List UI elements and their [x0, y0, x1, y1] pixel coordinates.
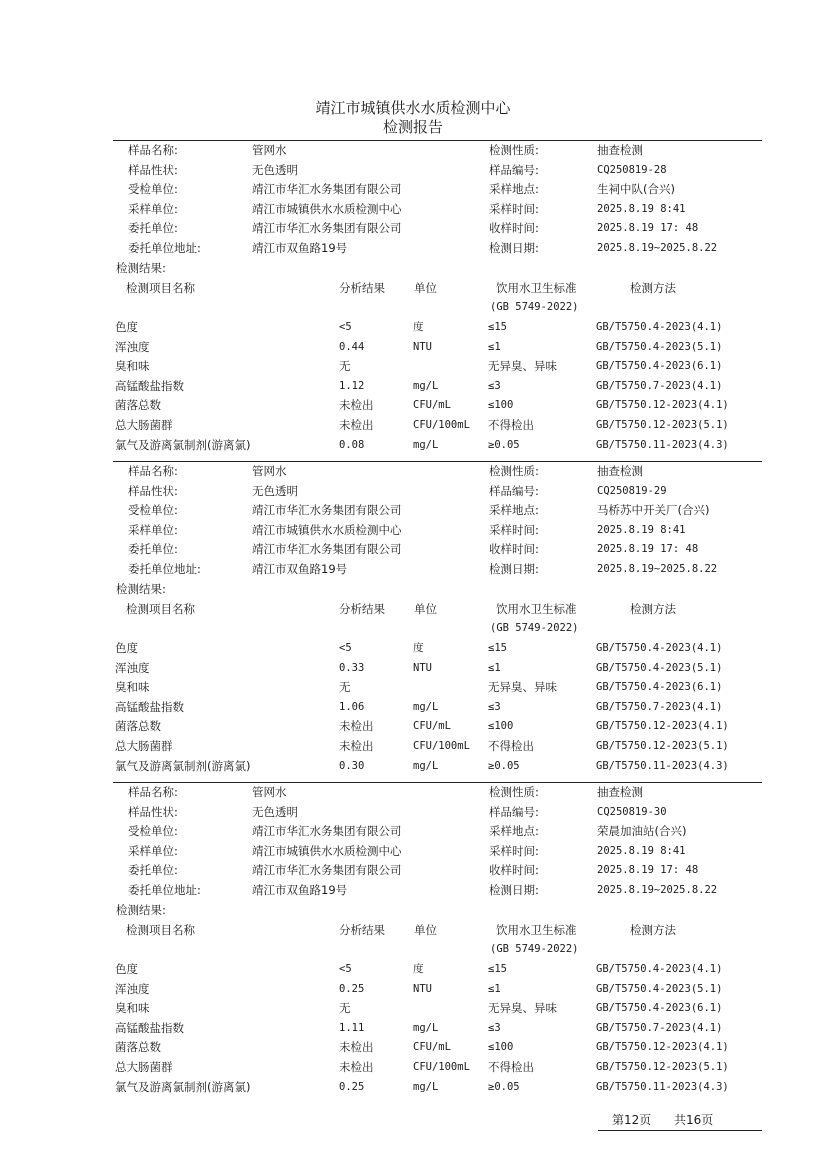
- col-method-header: 检测方法: [630, 281, 676, 295]
- value-receive-time: 2025.8.19 17: 48: [597, 543, 699, 556]
- label-sampling-time: 采样时间:: [489, 201, 539, 216]
- table-row-result: 0.25: [339, 982, 365, 995]
- value-name: 管网水: [252, 785, 287, 799]
- value-sampling-time: 2025.8.19 8:41: [597, 523, 686, 536]
- table-row-item: 氯气及游离氯制剂(游离氯): [115, 437, 251, 452]
- table-row-method: GB/T5750.12-2023(5.1): [596, 1061, 729, 1073]
- table-row-item: 臭和味: [115, 359, 150, 374]
- col-item-header: 检测项目名称: [126, 923, 195, 937]
- value-sample-no: CQ250819-30: [597, 805, 667, 818]
- table-row-method: GB/T5750.4-2023(6.1): [596, 360, 723, 373]
- table-row-method: GB/T5750.12-2023(4.1): [596, 1041, 729, 1054]
- value-sampling-site: 荣晨加油站(合兴): [597, 824, 687, 839]
- label-sample-appearance: 样品性状:: [128, 162, 178, 177]
- table-row-item: 臭和味: [115, 1001, 150, 1016]
- table-row-unit: mg/L: [413, 759, 439, 772]
- value-sample-no: CQ250819-29: [597, 484, 667, 497]
- table-row-item: 浑浊度: [115, 339, 150, 354]
- value-sampling-unit: 靖江市城镇供水水质检测中心: [252, 522, 402, 537]
- value-nature: 抽查检测: [597, 143, 643, 157]
- table-row-standard: ≤15: [488, 321, 507, 333]
- label-sampling-time: 采样时间:: [489, 522, 539, 537]
- table-row-standard: ≤3: [488, 700, 501, 713]
- section-rule: [113, 782, 762, 783]
- value-client-address: 靖江市双鱼路19号: [252, 241, 348, 255]
- table-row-unit: 度: [413, 321, 424, 333]
- label-nature: 检测性质:: [489, 785, 539, 799]
- table-row-unit: mg/L: [413, 1021, 439, 1034]
- table-row-standard: ≥0.05: [488, 759, 520, 772]
- table-row-method: GB/T5750.12-2023(5.1): [596, 419, 729, 431]
- table-row-result: 未检出: [339, 1060, 374, 1074]
- table-row-method: GB/T5750.11-2023(4.3): [596, 438, 729, 451]
- table-row-unit: mg/L: [413, 1080, 439, 1093]
- label-sample-name: 样品名称:: [128, 785, 178, 799]
- value-appearance: 无色透明: [252, 483, 298, 498]
- results-label: 检测结果:: [116, 261, 166, 275]
- value-test-date: 2025.8.19~2025.8.22: [597, 884, 718, 896]
- label-test-date: 检测日期:: [489, 883, 539, 897]
- label-sampling-site: 采样地点:: [489, 182, 539, 197]
- table-row-standard: ≤100: [488, 399, 514, 412]
- table-row-item: 色度: [115, 320, 138, 334]
- table-row-standard: ≥0.05: [488, 1080, 520, 1093]
- value-sampling-site: 生祠中队(合兴): [597, 182, 675, 197]
- label-sampling-unit: 采样单位:: [128, 522, 178, 537]
- sample-block: [0, 143, 826, 465]
- table-row-result: 无: [339, 680, 351, 695]
- label-nature: 检测性质:: [489, 464, 539, 478]
- label-sample-name: 样品名称:: [128, 464, 178, 478]
- value-inspected-unit: 靖江市华汇水务集团有限公司: [252, 503, 402, 518]
- table-row-result: 未检出: [339, 1040, 374, 1055]
- value-receive-time: 2025.8.19 17: 48: [597, 222, 699, 235]
- table-row-result: <5: [339, 963, 352, 975]
- label-sample-appearance: 样品性状:: [128, 804, 178, 819]
- table-row-unit: mg/L: [413, 700, 439, 713]
- label-receive-time: 收样时间:: [489, 542, 539, 557]
- col-standard-header: 饮用水卫生标准: [496, 923, 577, 937]
- value-name: 管网水: [252, 464, 287, 478]
- table-row-item: 氯气及游离氯制剂(游离氯): [115, 1079, 251, 1094]
- table-row-standard: ≤15: [488, 963, 507, 975]
- table-row-standard: ≤1: [488, 661, 501, 674]
- value-client-unit: 靖江市华汇水务集团有限公司: [252, 863, 402, 878]
- table-row-item: 高锰酸盐指数: [115, 378, 184, 393]
- table-row-standard: 不得检出: [488, 418, 534, 432]
- col-standard-code: (GB 5749-2022): [490, 301, 579, 313]
- label-sampling-unit: 采样单位:: [128, 201, 178, 216]
- value-name: 管网水: [252, 143, 287, 157]
- sample-block: [0, 464, 826, 786]
- table-row-unit: mg/L: [413, 438, 439, 451]
- table-row-result: 无: [339, 359, 351, 374]
- value-sampling-time: 2025.8.19 8:41: [597, 844, 686, 857]
- value-sampling-time: 2025.8.19 8:41: [597, 202, 686, 215]
- table-row-method: GB/T5750.12-2023(4.1): [596, 399, 729, 412]
- table-row-item: 菌落总数: [115, 398, 161, 413]
- table-row-item: 臭和味: [115, 680, 150, 695]
- table-row-method: GB/T5750.4-2023(5.1): [596, 661, 723, 674]
- table-row-standard: ≥0.05: [488, 438, 520, 451]
- col-item-header: 检测项目名称: [126, 281, 195, 295]
- col-unit-header: 单位: [414, 923, 437, 937]
- value-sample-no: CQ250819-28: [597, 163, 667, 176]
- table-row-unit: CFU/100mL: [413, 419, 470, 431]
- table-row-method: GB/T5750.4-2023(4.1): [596, 963, 723, 975]
- col-method-header: 检测方法: [630, 923, 676, 937]
- value-nature: 抽查检测: [597, 785, 643, 799]
- col-unit-header: 单位: [414, 281, 437, 295]
- label-client-address: 委托单位地址:: [128, 883, 201, 897]
- value-client-unit: 靖江市华汇水务集团有限公司: [252, 221, 402, 236]
- value-receive-time: 2025.8.19 17: 48: [597, 864, 699, 877]
- value-appearance: 无色透明: [252, 162, 298, 177]
- table-row-standard: 不得检出: [488, 1060, 534, 1074]
- label-inspected-unit: 受检单位:: [128, 824, 178, 839]
- table-row-standard: ≤100: [488, 720, 514, 733]
- top-rule: [113, 140, 762, 141]
- col-standard-code: (GB 5749-2022): [490, 622, 579, 634]
- table-row-result: 0.33: [339, 661, 365, 674]
- col-item-header: 检测项目名称: [126, 602, 195, 616]
- table-row-method: GB/T5750.4-2023(4.1): [596, 642, 723, 654]
- table-row-item: 氯气及游离氯制剂(游离氯): [115, 758, 251, 773]
- table-row-unit: mg/L: [413, 379, 439, 392]
- value-inspected-unit: 靖江市华汇水务集团有限公司: [252, 824, 402, 839]
- footer-rule: [598, 1130, 762, 1131]
- table-row-result: 未检出: [339, 398, 374, 413]
- table-row-result: <5: [339, 642, 352, 654]
- table-row-result: 0.25: [339, 1080, 365, 1093]
- label-sampling-site: 采样地点:: [489, 824, 539, 839]
- value-sampling-unit: 靖江市城镇供水水质检测中心: [252, 201, 402, 216]
- label-receive-time: 收样时间:: [489, 863, 539, 878]
- table-row-unit: NTU: [413, 661, 432, 674]
- table-row-standard: 无异臭、异味: [488, 680, 557, 695]
- table-row-result: 未检出: [339, 739, 374, 753]
- table-row-standard: ≤1: [488, 340, 501, 353]
- table-row-method: GB/T5750.11-2023(4.3): [596, 759, 729, 772]
- value-client-address: 靖江市双鱼路19号: [252, 562, 348, 576]
- label-test-date: 检测日期:: [489, 562, 539, 576]
- table-row-item: 高锰酸盐指数: [115, 699, 184, 714]
- col-standard-header: 饮用水卫生标准: [496, 281, 577, 295]
- table-row-method: GB/T5750.4-2023(5.1): [596, 982, 723, 995]
- table-row-result: 0.08: [339, 438, 365, 451]
- table-row-result: 未检出: [339, 719, 374, 734]
- table-row-standard: ≤100: [488, 1041, 514, 1054]
- value-appearance: 无色透明: [252, 804, 298, 819]
- table-row-method: GB/T5750.7-2023(4.1): [596, 700, 723, 713]
- table-row-result: 无: [339, 1001, 351, 1016]
- table-row-standard: ≤1: [488, 982, 501, 995]
- table-row-result: <5: [339, 321, 352, 333]
- table-row-unit: CFU/mL: [413, 399, 451, 412]
- value-inspected-unit: 靖江市华汇水务集团有限公司: [252, 182, 402, 197]
- org-title: 靖江市城镇供水水质检测中心: [315, 99, 511, 117]
- col-standard-code: (GB 5749-2022): [490, 943, 579, 955]
- value-test-date: 2025.8.19~2025.8.22: [597, 242, 718, 254]
- label-client-unit: 委托单位:: [128, 221, 178, 236]
- table-row-method: GB/T5750.12-2023(4.1): [596, 720, 729, 733]
- col-method-header: 检测方法: [630, 602, 676, 616]
- value-client-unit: 靖江市华汇水务集团有限公司: [252, 542, 402, 557]
- label-sample-appearance: 样品性状:: [128, 483, 178, 498]
- table-row-item: 浑浊度: [115, 981, 150, 996]
- table-row-item: 浑浊度: [115, 660, 150, 675]
- label-test-date: 检测日期:: [489, 241, 539, 255]
- table-row-unit: 度: [413, 963, 424, 975]
- label-sampling-unit: 采样单位:: [128, 843, 178, 858]
- table-row-result: 未检出: [339, 418, 374, 432]
- table-row-item: 高锰酸盐指数: [115, 1020, 184, 1035]
- page-total: 共16页: [674, 1113, 714, 1127]
- label-sampling-site: 采样地点:: [489, 503, 539, 518]
- sample-block: [0, 785, 826, 1107]
- table-row-unit: CFU/mL: [413, 720, 451, 733]
- table-row-method: GB/T5750.4-2023(6.1): [596, 1002, 723, 1015]
- table-row-standard: ≤15: [488, 642, 507, 654]
- table-row-result: 1.12: [339, 379, 365, 392]
- value-test-date: 2025.8.19~2025.8.22: [597, 563, 718, 575]
- table-row-result: 1.06: [339, 700, 365, 713]
- label-sample-no: 样品编号:: [489, 804, 539, 819]
- col-unit-header: 单位: [414, 602, 437, 616]
- col-result-header: 分析结果: [339, 602, 385, 616]
- table-row-standard: 不得检出: [488, 739, 534, 753]
- label-sample-name: 样品名称:: [128, 143, 178, 157]
- label-receive-time: 收样时间:: [489, 221, 539, 236]
- table-row-item: 总大肠菌群: [115, 1060, 173, 1074]
- table-row-unit: CFU/100mL: [413, 740, 470, 752]
- table-row-result: 1.11: [339, 1021, 365, 1034]
- label-client-unit: 委托单位:: [128, 863, 178, 878]
- table-row-item: 总大肠菌群: [115, 418, 173, 432]
- table-row-method: GB/T5750.4-2023(6.1): [596, 681, 723, 694]
- table-row-result: 0.30: [339, 759, 365, 772]
- page-number: 第12页: [612, 1113, 652, 1127]
- col-standard-header: 饮用水卫生标准: [496, 602, 577, 616]
- table-row-result: 0.44: [339, 340, 365, 353]
- table-row-method: GB/T5750.12-2023(5.1): [596, 740, 729, 752]
- table-row-standard: 无异臭、异味: [488, 359, 557, 374]
- label-sample-no: 样品编号:: [489, 162, 539, 177]
- table-row-item: 色度: [115, 962, 138, 976]
- label-client-address: 委托单位地址:: [128, 562, 201, 576]
- table-row-method: GB/T5750.7-2023(4.1): [596, 1021, 723, 1034]
- label-sample-no: 样品编号:: [489, 483, 539, 498]
- table-row-unit: NTU: [413, 340, 432, 353]
- table-row-standard: ≤3: [488, 379, 501, 392]
- table-row-item: 菌落总数: [115, 719, 161, 734]
- table-row-method: GB/T5750.7-2023(4.1): [596, 379, 723, 392]
- label-client-unit: 委托单位:: [128, 542, 178, 557]
- table-row-standard: 无异臭、异味: [488, 1001, 557, 1016]
- table-row-item: 菌落总数: [115, 1040, 161, 1055]
- col-result-header: 分析结果: [339, 923, 385, 937]
- table-row-unit: 度: [413, 642, 424, 654]
- table-row-unit: CFU/100mL: [413, 1061, 470, 1073]
- table-row-standard: ≤3: [488, 1021, 501, 1034]
- table-row-item: 总大肠菌群: [115, 739, 173, 753]
- table-row-method: GB/T5750.4-2023(5.1): [596, 340, 723, 353]
- value-nature: 抽查检测: [597, 464, 643, 478]
- table-row-method: GB/T5750.4-2023(4.1): [596, 321, 723, 333]
- label-inspected-unit: 受检单位:: [128, 182, 178, 197]
- table-row-unit: CFU/mL: [413, 1041, 451, 1054]
- label-client-address: 委托单位地址:: [128, 241, 201, 255]
- results-label: 检测结果:: [116, 582, 166, 596]
- table-row-item: 色度: [115, 641, 138, 655]
- label-inspected-unit: 受检单位:: [128, 503, 178, 518]
- value-sampling-unit: 靖江市城镇供水水质检测中心: [252, 843, 402, 858]
- label-sampling-time: 采样时间:: [489, 843, 539, 858]
- label-nature: 检测性质:: [489, 143, 539, 157]
- col-result-header: 分析结果: [339, 281, 385, 295]
- value-sampling-site: 马桥苏中开关厂(合兴): [597, 503, 710, 518]
- report-title: 检测报告: [382, 118, 443, 136]
- value-client-address: 靖江市双鱼路19号: [252, 883, 348, 897]
- table-row-unit: NTU: [413, 982, 432, 995]
- table-row-method: GB/T5750.11-2023(4.3): [596, 1080, 729, 1093]
- results-label: 检测结果:: [116, 903, 166, 917]
- section-rule: [113, 461, 762, 462]
